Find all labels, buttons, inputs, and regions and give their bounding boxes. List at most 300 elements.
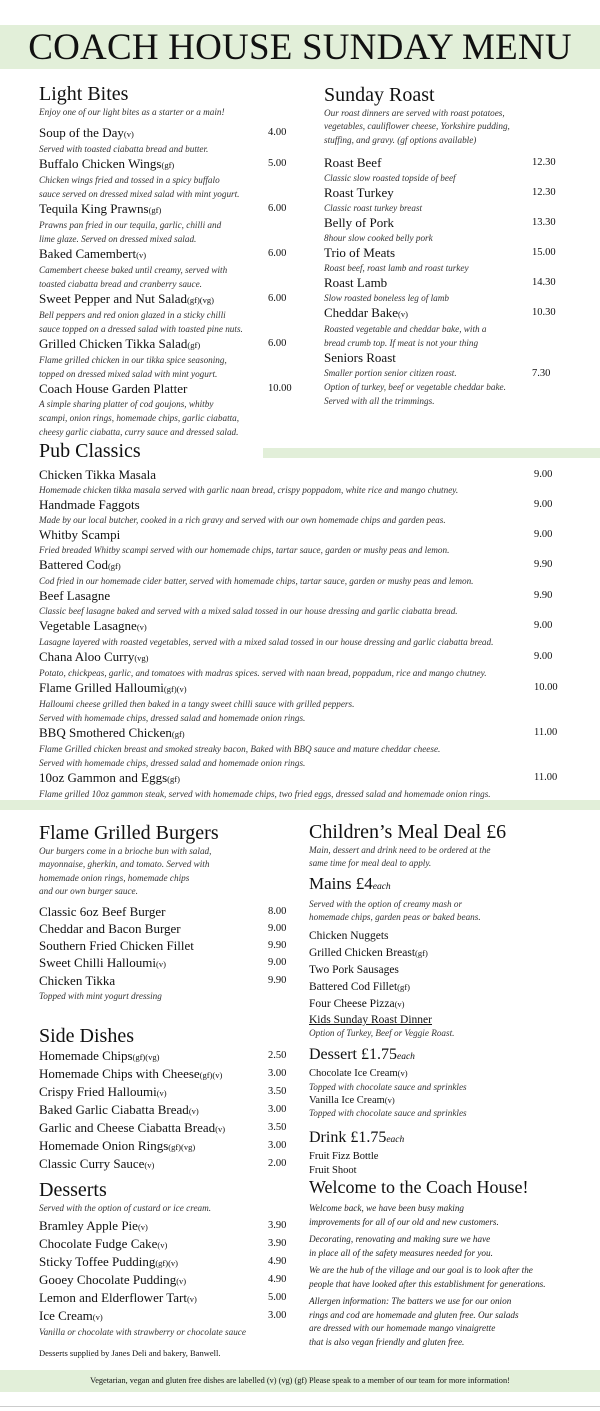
menu-item-classic-curry-sauce: [39, 1156, 304, 1173]
each-label: each: [396, 1052, 415, 1063]
dietary-tags: (v): [394, 999, 405, 1010]
section-heading: Pub Classics: [39, 440, 141, 462]
item-name-text: Classic 6oz Beef Burger: [39, 904, 166, 920]
menu-item-coach-house-garden-platter: [39, 381, 304, 439]
item-price: 5.00: [268, 1292, 287, 1304]
menu-item-buffalo-chicken-wings: [39, 156, 304, 201]
item-name: [39, 336, 304, 353]
item-name-text: Baked Garlic Ciabatta Bread: [39, 1102, 189, 1117]
kids-drink-item: Fruit Shoot: [309, 1164, 357, 1176]
item-name-text: Bramley Apple Pie: [39, 1218, 138, 1234]
item-name: [39, 381, 304, 397]
item-name-text: Sticky Toffee Pudding: [39, 1254, 156, 1270]
item-name-text: Cheddar and Bacon Burger: [39, 921, 181, 937]
item-name-text: Homemade Onion Rings: [39, 1138, 169, 1153]
item-price: 2.50: [268, 1050, 287, 1061]
item-description: Made by our local butcher, cooked in a rich gravy and served with our own homemade chips and garden peas.: [39, 515, 446, 525]
item-description: Served with toasted ciabatta bread and butter.: [39, 144, 209, 155]
welcome-heading: Welcome to the Coach House!: [309, 1177, 529, 1197]
item-description: Classic slow roasted topside of beef: [324, 172, 456, 183]
dietary-tags: (v): [398, 308, 408, 319]
dietary-tags: (gf)(v): [155, 1258, 178, 1269]
item-name: [39, 1272, 304, 1289]
dietary-tags: (gf): [415, 948, 428, 959]
mains-subtitle: homemade chips, garden peas or baked beans.: [309, 911, 481, 922]
item-price: 11.00: [534, 727, 558, 738]
item-name-text: Trio of Meats: [324, 244, 396, 260]
dietary-tags: (gf)(vg): [132, 1052, 160, 1062]
dietary-tags: (v): [136, 622, 147, 632]
dietary-tags: (gf): [187, 340, 201, 351]
item-description: 8hour slow cooked belly pork: [324, 232, 433, 243]
item-name-text: Sweet Chilli Halloumi: [39, 955, 156, 971]
item-price: 3.00: [268, 1310, 287, 1322]
section-subtitle: homemade onion rings, homemade chips: [39, 872, 190, 883]
item-name: [324, 155, 564, 171]
item-name-text: Ice Cream: [39, 1308, 93, 1324]
item-name: [39, 1236, 304, 1253]
item-price: 3.90: [268, 1220, 287, 1232]
menu-item-southern-fried-chicken-fillet: [39, 938, 304, 954]
item-description: Slow roasted boneless leg of lamb: [324, 292, 449, 303]
item-description: Roasted vegetable and cheddar bake, with a: [324, 323, 487, 334]
item-description: Vanilla or chocolate with strawberry or chocolate sauce: [39, 1327, 246, 1338]
item-name: [39, 1254, 304, 1271]
menu-item-ice-cream: [39, 1308, 304, 1339]
item-name-text: Sweet Pepper and Nut Salad: [39, 291, 188, 307]
item-description: Flame grilled 10oz gammon steak, served with homemade chips, two fried eggs, dressed salad and homemade onion rings.: [39, 789, 491, 799]
item-name: [39, 973, 304, 989]
kids-dessert-description: Topped with chocolate sauce and sprinkles: [309, 1108, 467, 1119]
item-name: [39, 1156, 304, 1173]
item-name: [39, 497, 569, 513]
item-price: 3.50: [268, 1086, 287, 1097]
item-description: Served with homemade chips, dressed salad and homemade onion rings.: [39, 713, 306, 723]
item-name-text: Grilled Chicken Tikka Salad: [39, 336, 188, 352]
item-price: 7.30: [532, 367, 551, 379]
item-description: toasted ciabatta bread and cranberry sauce.: [39, 279, 202, 290]
item-name: [39, 725, 569, 742]
dietary-tags: (v): [144, 1160, 155, 1170]
item-price: 12.30: [532, 156, 556, 168]
item-name: [39, 904, 304, 920]
dietary-tags: (v): [92, 1312, 103, 1323]
item-description: bread crumb top. If meat is not your thing: [324, 337, 479, 348]
item-price: 10.00: [268, 383, 292, 395]
item-price: 9.90: [268, 940, 287, 952]
item-name: [39, 1066, 304, 1083]
bottom-rule: [0, 1406, 600, 1407]
item-name: [39, 246, 304, 263]
item-name: [39, 649, 569, 666]
section-heading: Desserts: [39, 1179, 107, 1201]
item-name: [39, 588, 569, 604]
item-name-text: Soup of the Day: [39, 125, 124, 141]
desserts-supplier-note: Desserts supplied by Janes Deli and bakery, Banwell.: [39, 1348, 221, 1359]
menu-item-bbq-smothered-chicken: [39, 725, 569, 770]
menu-item-homemade-chips: [39, 1048, 304, 1065]
item-name-text: Southern Fried Chicken Fillet: [39, 938, 194, 954]
item-name-text: Crispy Fried Halloumi: [39, 1084, 157, 1099]
section-subtitle: stuffing, and gravy. (gf options available): [324, 134, 477, 145]
section-burgers: [39, 821, 304, 1004]
item-price: 9.00: [534, 499, 553, 510]
menu-item-beef-lasagne: [39, 588, 569, 618]
each-label: each: [372, 881, 391, 892]
item-name: [39, 1218, 304, 1235]
menu-item-homemade-onion-rings: [39, 1138, 304, 1155]
item-price: 13.30: [532, 216, 556, 228]
section-subtitle: Our roast dinners are served with roast potatoes,: [324, 108, 505, 118]
item-name-text: Battered Cod: [39, 557, 108, 572]
kids-dessert-name: Chocolate Ice Cream: [309, 1068, 398, 1080]
item-price: 9.90: [534, 559, 553, 570]
item-name-text: Seniors Roast: [324, 349, 396, 365]
item-price: 14.30: [532, 276, 556, 288]
section-light-bites: [39, 82, 304, 439]
menu-item-roast-beef: [324, 155, 564, 185]
kids-dessert-item: [309, 1094, 589, 1108]
dietary-tags: (v): [157, 1240, 168, 1251]
kids-main-name: Two Pork Sausages: [309, 964, 399, 977]
item-price: 10.30: [532, 306, 556, 318]
dietary-tags: (v): [384, 1094, 395, 1105]
item-name-text: Chicken Tikka: [39, 973, 116, 989]
item-description: Option of turkey, beef or vegetable cheddar bake.: [324, 381, 506, 392]
item-name-text: Classic Curry Sauce: [39, 1156, 145, 1171]
welcome-line: people that have looked after this establishment for generations.: [309, 1278, 546, 1289]
item-name-text: Roast Turkey: [324, 184, 394, 200]
item-description: Smaller portion senior citizen roast.: [324, 367, 457, 378]
menu-item-classic-6oz-beef-burger: [39, 904, 304, 920]
dietary-tags: (gf)(vg): [187, 295, 214, 306]
dietary-tags: (v): [136, 250, 147, 261]
each-label: each: [386, 1135, 405, 1146]
menu-item-chicken-tikka: [39, 973, 304, 1003]
kids-main-item: [309, 962, 589, 979]
menu-item-battered-cod: [39, 557, 569, 588]
kids-main-name: Four Cheese Pizza: [309, 998, 395, 1011]
item-name: [324, 350, 564, 366]
item-name: [39, 467, 569, 483]
section-heading: Light Bites: [39, 83, 129, 105]
item-description: Classic roast turkey breast: [324, 202, 423, 213]
item-description: Prawns pan fried in our tequila, garlic, chilli and: [39, 220, 222, 231]
menu-item-homemade-chips-with-cheese: [39, 1066, 304, 1083]
item-name: [39, 1084, 304, 1101]
item-name: [324, 245, 564, 261]
item-name-text: 10oz Gammon and Eggs: [39, 770, 168, 785]
item-name: [39, 557, 569, 574]
item-price: 12.30: [532, 186, 556, 198]
kids-dessert-item: [309, 1067, 589, 1081]
children-subtitle: same time for meal deal to apply.: [309, 858, 432, 869]
section-heading: Sunday Roast: [324, 84, 435, 106]
item-name: [39, 1048, 304, 1065]
section-welcome: [309, 1176, 594, 1353]
welcome-line: improvements for all of our old and new customers.: [309, 1216, 499, 1227]
welcome-line: are dressed with our homemade mango vinaigrette: [309, 1323, 496, 1333]
item-price: 4.90: [268, 1274, 287, 1286]
welcome-line: Allergen information: The batters we use for our onion: [309, 1296, 512, 1306]
welcome-line: Decorating, renovating and making sure we have: [309, 1234, 491, 1244]
item-name: [39, 618, 569, 635]
item-name: [39, 201, 304, 218]
menu-item-vegetable-lasagne: [39, 618, 569, 649]
item-price: 9.00: [534, 651, 553, 662]
section-subtitle: mayonnaise, gherkin, and tomato. Served with: [39, 859, 210, 870]
item-name: [39, 156, 304, 173]
item-name-text: Roast Lamb: [324, 274, 388, 290]
item-description: Roast beef, roast lamb and roast turkey: [324, 262, 469, 273]
section-pub-classics: [39, 439, 569, 801]
dietary-tags: (v): [123, 129, 134, 140]
item-description: Classic beef lasagne baked and served with a mixed salad tossed in our house dressing and garlic ciabatta bread.: [39, 606, 458, 616]
section-side-dishes: [39, 1024, 304, 1174]
welcome-paragraph: [309, 1202, 594, 1229]
item-price: 3.00: [268, 1140, 287, 1151]
item-name-text: Cheddar Bake: [324, 304, 399, 320]
kids-main-item: [309, 945, 589, 962]
item-price: 4.00: [268, 127, 287, 139]
item-name-text: Handmade Faggots: [39, 497, 140, 512]
item-name-text: Whitby Scampi: [39, 527, 121, 542]
item-price: 3.00: [268, 1068, 287, 1079]
item-description: sauce served on dressed mixed salad with mint yogurt.: [39, 189, 240, 200]
item-description: Camembert cheese baked until creamy, served with: [39, 265, 228, 276]
dietary-tags: (v): [215, 1124, 226, 1134]
dietary-tags: (v): [397, 1068, 408, 1079]
menu-item-lemon-and-elderflower-tart: [39, 1290, 304, 1307]
mains-heading: [309, 873, 589, 898]
item-price: 5.00: [268, 158, 287, 170]
item-name-text: Homemade Chips: [39, 1048, 133, 1063]
kids-drink-heading: [309, 1128, 589, 1150]
item-description: topped on dressed mixed salad with mint yogurt.: [39, 369, 218, 380]
item-name: [39, 938, 304, 954]
item-price: 10.00: [534, 682, 558, 693]
dietary-tags: (v): [137, 1222, 148, 1233]
item-price: 3.50: [268, 1122, 287, 1133]
dietary-tags: (gf): [148, 205, 162, 216]
item-name-text: Garlic and Cheese Ciabatta Bread: [39, 1120, 216, 1135]
item-price: 6.00: [268, 248, 287, 260]
item-price: 11.00: [534, 772, 558, 783]
menu-item-tequila-king-prawns: [39, 201, 304, 246]
item-name: [39, 527, 569, 543]
dietary-tags: (gf)(v): [163, 684, 187, 694]
kids-dessert-heading-text: Dessert £1.75: [309, 1046, 397, 1064]
spacer: [324, 147, 564, 155]
welcome-line: Welcome back, we have been busy making: [309, 1203, 465, 1213]
item-price: 2.00: [268, 1158, 287, 1169]
item-price: 3.00: [268, 1104, 287, 1115]
menu-item-crispy-fried-halloumi: [39, 1084, 304, 1101]
kids-main-item: [309, 979, 589, 996]
item-price: 6.00: [268, 293, 287, 305]
item-description: scampi, onion rings, homemade chips, garlic ciabatta,: [39, 413, 240, 424]
item-description: Topped with mint yogurt dressing: [39, 991, 162, 1002]
menu-item-baked-camembert: [39, 246, 304, 291]
item-price: 9.00: [534, 529, 553, 540]
item-name: [39, 1290, 304, 1307]
item-name: [39, 680, 569, 697]
kids-main-item: [309, 996, 589, 1013]
item-name-text: Vegetable Lasagne: [39, 618, 137, 633]
menu-item-bramley-apple-pie: [39, 1218, 304, 1235]
item-description: Chicken wings fried and tossed in a spicy buffalo: [39, 175, 220, 186]
kids-main-name: Chicken Nuggets: [309, 930, 389, 943]
item-name-text: Lemon and Elderflower Tart: [39, 1290, 187, 1306]
children-subtitle: Main, dessert and drink need to be ordered at the: [309, 845, 491, 855]
welcome-line: We are the hub of the village and our goal is to look after the: [309, 1265, 533, 1275]
menu-item-chocolate-fudge-cake: [39, 1236, 304, 1253]
menu-item-whitby-scampi: [39, 527, 569, 557]
item-price: 9.00: [534, 620, 553, 631]
section-subtitle: Our burgers come in a brioche bun with salad,: [39, 846, 212, 856]
item-description: Homemade chicken tikka masala served with garlic naan bread, crispy poppadom, white rice and mango chutney.: [39, 485, 459, 495]
menu-item-chicken-tikka-masala: [39, 467, 569, 497]
item-price: 9.00: [268, 923, 287, 935]
dietary-tags: (gf): [107, 561, 121, 571]
section-heading: Side Dishes: [39, 1025, 134, 1047]
menu-item-trio-of-meats: [324, 245, 564, 275]
kids-drink-heading-text: Drink £1.75: [309, 1129, 387, 1147]
menu-item-flame-grilled-halloumi: [39, 680, 569, 725]
dietary-tags: (vg): [134, 653, 149, 663]
item-name: [324, 215, 564, 231]
menu-item-sticky-toffee-pudding: [39, 1254, 304, 1271]
item-description: cheesy garlic ciabatta, curry sauce and dressed salad.: [39, 427, 239, 438]
menu-item-garlic-and-cheese-ciabatta-bread: [39, 1120, 304, 1137]
dietary-tags: (gf)(v): [199, 1070, 223, 1080]
section-subtitle: and our own burger sauce.: [39, 885, 138, 896]
item-price: 9.90: [268, 975, 287, 987]
item-name: [39, 291, 304, 308]
dietary-tags: (gf): [397, 982, 410, 993]
dietary-tags: (v): [176, 1276, 187, 1287]
kids-dessert-name: Vanilla Ice Cream: [309, 1094, 385, 1106]
item-name: [39, 1120, 304, 1137]
menu-item-roast-turkey: [324, 185, 564, 215]
dietary-tags: (gf): [171, 729, 185, 739]
item-description: Lasagne layered with roasted vegetables, served with a mixed salad tossed in our house dressing and garlic ciabatta bread.: [39, 637, 494, 647]
item-name-text: Tequila King Prawns: [39, 201, 149, 217]
allergen-footer: Vegetarian, vegan and gluten free dishes are labelled (v) (vg) (gf) Please speak to a member of our team for more information!: [90, 1376, 510, 1385]
section-subtitle: vegetables, cauliflower cheese, Yorkshire pudding,: [324, 121, 510, 132]
section-childrens-meal-deal: [309, 820, 589, 1177]
kids-main-item: [309, 928, 589, 945]
menu-item-seniors-roast: [324, 350, 564, 408]
item-name: [324, 305, 564, 322]
item-description: Potato, chickpeas, garlic, and tomatoes with madras spices. served with naan bread, poppadum, rice and mango chutney.: [39, 668, 487, 678]
dietary-tags: (v): [156, 959, 166, 970]
section-desserts: [39, 1178, 304, 1359]
item-description: Bell peppers and red onion glazed in a sticky chilli: [39, 310, 226, 321]
welcome-line: that is also vegan friendly and gluten free.: [309, 1336, 465, 1347]
item-price: 9.00: [268, 957, 287, 969]
kids-main-name: Battered Cod Fillet: [309, 981, 398, 994]
item-name: [324, 185, 564, 201]
welcome-paragraphs: [309, 1202, 594, 1349]
dietary-tags: (v): [156, 1088, 167, 1098]
menu-item-soup-of-the-day: [39, 125, 304, 156]
item-price: 4.90: [268, 1256, 287, 1268]
section-subtitle: Served with the option of custard or ice cream.: [39, 1203, 212, 1213]
section-heading: Flame Grilled Burgers: [39, 822, 219, 844]
item-name-text: Flame Grilled Halloumi: [39, 680, 164, 695]
item-name-text: Chana Aloo Curry: [39, 649, 135, 664]
item-price: 6.00: [268, 338, 287, 350]
item-price: 9.00: [534, 469, 553, 480]
divider-band: [0, 800, 600, 810]
dietary-tags: (gf)(vg): [168, 1142, 196, 1152]
dietary-tags: (v): [188, 1106, 199, 1116]
menu-item-gooey-chocolate-pudding: [39, 1272, 304, 1289]
menu-title: COACH HOUSE SUNDAY MENU: [28, 27, 572, 68]
menu-item-sweet-pepper-and-nut-salad: [39, 291, 304, 336]
menu-item-cheddar-bake: [324, 305, 564, 350]
item-description: Flame grilled chicken in our tikka spice seasoning,: [39, 355, 227, 366]
item-name: [39, 125, 304, 142]
dietary-tags: (v): [186, 1294, 197, 1305]
item-description: Flame Grilled chicken breast and smoked streaky bacon, Baked with BBQ sauce and mature cheddar cheese.: [39, 744, 441, 754]
item-name-text: BBQ Smothered Chicken: [39, 725, 172, 740]
item-description: Served with all the trimmings.: [324, 395, 435, 406]
kids-dessert-heading: [309, 1045, 589, 1067]
item-name-text: Roast Beef: [324, 154, 382, 170]
section-sunday-roast: [324, 83, 564, 408]
item-name-text: Baked Camembert: [39, 246, 137, 262]
menu-item-roast-lamb: [324, 275, 564, 305]
kids-main-name: Grilled Chicken Breast: [309, 947, 416, 960]
item-description: Halloumi cheese grilled then baked in a tangy sweet chilli sauce with grilled peppers.: [39, 699, 355, 709]
welcome-line: in place all of the safety measures needed for you.: [309, 1247, 493, 1258]
kids-dessert-description: Topped with chocolate sauce and sprinkles: [309, 1081, 467, 1092]
item-name: [324, 275, 564, 291]
welcome-paragraph: [309, 1295, 594, 1349]
item-name-text: Chocolate Fudge Cake: [39, 1236, 158, 1252]
item-price: 8.00: [268, 906, 287, 918]
menu-item-chana-aloo-curry: [39, 649, 569, 680]
item-name-text: Homemade Chips with Cheese: [39, 1066, 200, 1081]
item-name-text: Buffalo Chicken Wings: [39, 156, 162, 172]
item-description: Cod fried in our homemade cider batter, served with homemade chips, tartar sauce, garden or mushy peas and lemon.: [39, 576, 474, 586]
item-description: Served with homemade chips, dressed salad and homemade onion rings.: [39, 758, 306, 768]
kids-sunday-roast: Kids Sunday Roast Dinner: [309, 1014, 432, 1027]
item-name-text: Gooey Chocolate Pudding: [39, 1272, 177, 1288]
welcome-line: rings and cod are homemade and gluten free. Our salads: [309, 1309, 519, 1320]
item-description: Fried breaded Whitby scampi served with our homemade chips, tartar sauce, garden or mushy peas and lemon.: [39, 545, 450, 555]
item-name-text: Coach House Garden Platter: [39, 381, 188, 397]
mains-subtitle: Served with the option of creamy mash or: [309, 898, 463, 909]
item-description: sauce topped on a dressed salad with toasted pine nuts.: [39, 324, 243, 335]
item-name: [39, 770, 569, 787]
item-name: [39, 1102, 304, 1119]
item-price: 3.90: [268, 1238, 287, 1250]
mains-heading-text: Mains £4: [309, 873, 373, 893]
item-name: [39, 955, 304, 972]
item-name-text: Belly of Pork: [324, 214, 395, 230]
item-name: [39, 1138, 304, 1155]
menu-item-handmade-faggots: [39, 497, 569, 527]
children-heading: Children’s Meal Deal £6: [309, 821, 507, 843]
menu-item-belly-of-pork: [324, 215, 564, 245]
dietary-tags: (gf): [167, 774, 180, 784]
menu-item-grilled-chicken-tikka-salad: [39, 336, 304, 381]
menu-item-10oz-gammon-and-eggs: [39, 770, 569, 801]
item-price: 15.00: [532, 246, 556, 258]
